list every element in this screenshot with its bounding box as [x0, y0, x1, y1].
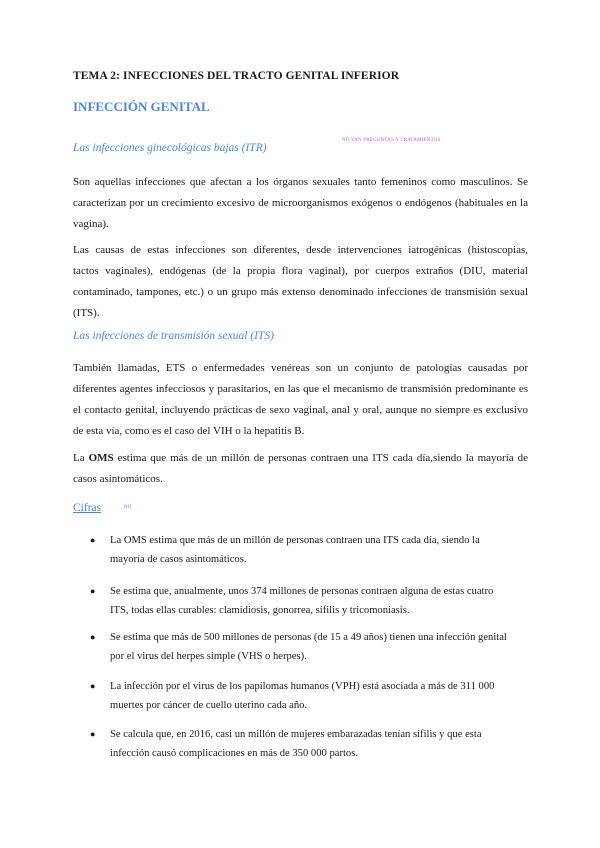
text-line: el contacto genital, incluyendo prácticas de sexo vaginal, anal y oral, aunque no siempre es exclusivo — [73, 404, 528, 416]
text-line: diferentes agentes infecciosos y parasitarios, en las que el mecanismo de transmisión predominante es — [73, 383, 528, 395]
paragraph-oms — [73, 448, 528, 490]
list-item-line: La OMS estima que más de un millón de personas contraen una ITS cada día, siendo la — [110, 535, 480, 546]
margin-note: NO VAN PREGUNTAS Y TRATAMIENTOS — [342, 138, 441, 143]
text-line: contaminado, tampones, etc.) o un grupo más extenso denominado infecciones de transmisión sexual — [73, 286, 528, 298]
list-item-line: muertes por cáncer de cuello uterino cada año. — [110, 700, 308, 711]
text-line: vagina). — [73, 218, 109, 230]
text-line: Son aquellas infecciones que afectan a los órganos sexuales tanto femeninos como masculinos. Se — [73, 176, 528, 188]
list-item-line: Se estima que, anualmente, unos 374 millones de personas contraen alguna de estas cuatro — [110, 586, 494, 597]
bullet-icon: ● — [90, 586, 96, 596]
paragraph-itr-causes — [73, 240, 528, 324]
paragraph-its-definition — [73, 358, 528, 442]
list-item-line: infección causó complicaciones en más de 350 000 partos. — [110, 748, 358, 759]
text-line: (ITS). — [73, 307, 100, 319]
paragraph-itr-definition — [73, 172, 528, 235]
text-line: de esta vía, como es el caso del VIH o la hepatitis B. — [73, 425, 305, 437]
list-item-line: Se estima que más de 500 millones de personas (de 15 a 49 años) tienen una infección genital — [110, 632, 507, 643]
text-line: También llamadas, ETS o enfermedades venéreas son un conjunto de patologías causadas por — [73, 362, 528, 374]
list-item-line: por el virus del herpes simple (VHS o herpes). — [110, 651, 307, 662]
text-line: casos asintomáticos. — [73, 473, 163, 485]
text-line: tactos vaginales), endógenas (de la propia flora vaginal), por cuerpos extraños (DIU, material — [73, 265, 528, 277]
section-heading: INFECCIÓN GENITAL — [73, 99, 210, 114]
text-line: Las causas de estas infecciones son diferentes, desde intervenciones iatrogénicas (histoscopias, — [73, 244, 528, 256]
list-item-line: La infección por el virus de los papilomas humanos (VPH) está asociada a más de 311 000 — [110, 681, 495, 692]
list-item-line: mayoría de casos asintomáticos. — [110, 554, 247, 565]
text-line — [73, 448, 528, 469]
subheading-its: Las infecciones de transmisión sexual (ITS) — [73, 330, 274, 342]
bullet-icon: ● — [90, 681, 96, 691]
subheading-itr: Las infecciones ginecológicas bajas (ITR) — [73, 142, 267, 154]
margin-note-no: NO — [124, 505, 132, 510]
document-title: TEMA 2: INFECCIONES DEL TRACTO GENITAL INFERIOR — [73, 70, 400, 82]
list-item-line: Se calcula que, en 2016, casi un millón de mujeres embarazadas tenían sífilis y que esta — [110, 729, 482, 740]
cifras-link[interactable]: Cifras — [73, 502, 102, 514]
bullet-icon: ● — [90, 632, 96, 642]
list-item-line: ITS, todas ellas curables: clamidiosis, gonorrea, sífilis y tricomoniasis. — [110, 605, 410, 616]
oms-prefix: La — [73, 452, 85, 464]
oms-line1-text: estima que más de un millón de personas contraen una ITS cada día,siendo la mayoría de — [117, 452, 529, 464]
bullet-icon: ● — [90, 729, 96, 739]
text-line: caracterizan por un crecimiento excesivo de microorganismos exógenos o endógenos (habituales en la — [73, 197, 528, 209]
oms-acronym: OMS — [88, 452, 114, 464]
bullet-icon: ● — [90, 535, 96, 545]
